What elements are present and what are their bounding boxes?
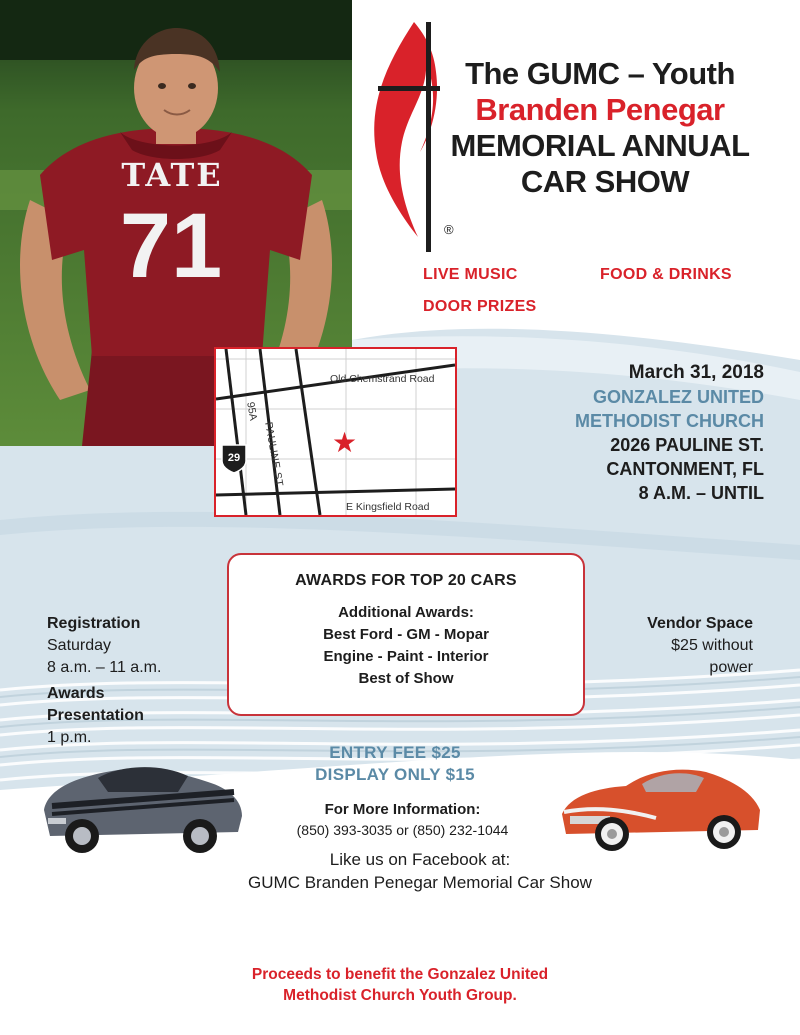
title-line-2: Branden Penegar (475, 92, 725, 127)
location-map (214, 347, 457, 517)
awards-line: Best Ford - GM - Mopar (323, 626, 489, 643)
fees-block (250, 742, 540, 786)
mustang-car-illustration (38, 748, 248, 860)
title-line-4: CAR SHOW (520, 164, 690, 199)
title-line-1: The GUMC – Youth (465, 56, 735, 91)
map-road-top: Old Chemstrand Road (330, 373, 435, 385)
church-name-line-2: METHODIST CHURCH (575, 411, 764, 431)
feature-door-prizes: DOOR PRIZES (423, 298, 537, 315)
awards-box (227, 553, 585, 716)
map-street-vertical: PAULINE ST (262, 421, 286, 488)
vendor-info (600, 613, 753, 679)
event-city: CANTONMENT, FL (606, 459, 764, 479)
feature-food-drinks: FOOD & DRINKS (600, 266, 732, 283)
event-time: 8 A.M. – UNTIL (638, 483, 764, 503)
contact-info (250, 800, 555, 840)
page-title (430, 56, 770, 200)
registration-day: Saturday (47, 637, 112, 654)
vendor-note: power (709, 659, 753, 676)
awards-presentation-label-2: Presentation (47, 707, 144, 724)
entry-fee: ENTRY FEE $25 (329, 743, 461, 762)
awards-line: Best of Show (358, 670, 454, 687)
highway-shield-number: 29 (227, 452, 241, 464)
proceeds-line-2: Methodist Church Youth Group. (283, 987, 517, 1004)
registration-info (47, 613, 161, 749)
proceeds-line-1: Proceeds to benefit the Gonzalez United (251, 966, 549, 983)
proceeds-note (150, 964, 650, 1006)
facebook-line-1: Like us on Facebook at: (329, 850, 511, 869)
map-road-bottom: E Kingsfield Road (346, 501, 430, 513)
jersey-number-text: 71 (119, 195, 223, 297)
contact-label: For More Information: (324, 801, 481, 818)
awards-presentation-label: Awards (47, 685, 105, 702)
event-info (486, 361, 764, 505)
feature-live-music: LIVE MUSIC (423, 266, 518, 283)
map-location-star-icon: ★ (332, 427, 358, 458)
facebook-info (200, 848, 640, 894)
awards-line: Additional Awards: (338, 604, 474, 621)
event-date: March 31, 2018 (628, 362, 764, 383)
church-name-line-1: GONZALEZ UNITED (593, 387, 764, 407)
event-address: 2026 PAULINE ST. (610, 435, 764, 455)
awards-line: Engine - Paint - Interior (323, 648, 489, 665)
map-route-95a: 95A (244, 401, 260, 422)
contact-phones: (850) 393-3035 or (850) 232-1044 (296, 822, 509, 838)
registered-mark: ® (444, 222, 454, 237)
vendor-price: $25 without (671, 637, 753, 654)
awards-title: AWARDS FOR TOP 20 CARS (295, 572, 517, 589)
registration-label: Registration (47, 615, 141, 632)
corvette-car-illustration (556, 748, 766, 860)
vendor-label: Vendor Space (647, 615, 753, 632)
registration-hours: 8 a.m. – 11 a.m. (47, 659, 162, 676)
display-fee: DISPLAY ONLY $15 (315, 765, 475, 784)
awards-presentation-time: 1 p.m. (47, 729, 92, 746)
title-line-3: MEMORIAL ANNUAL (450, 128, 750, 163)
facebook-page-name: GUMC Branden Penegar Memorial Car Show (248, 873, 592, 892)
jersey-team-text: TATE (121, 156, 223, 194)
